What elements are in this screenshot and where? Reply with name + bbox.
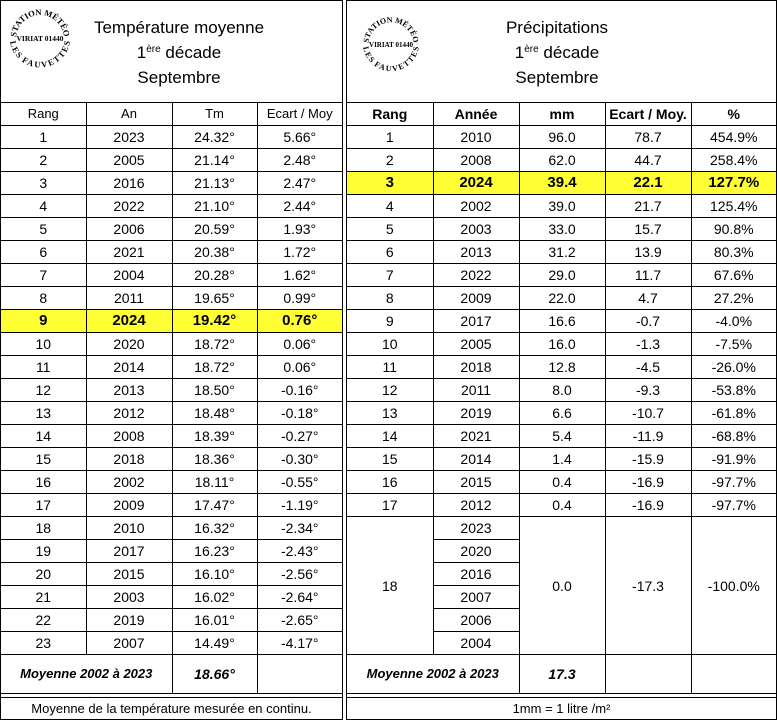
- svg-text:LES FAUVETTES: LES FAUVETTES: [361, 45, 421, 73]
- deviation-cell: -10.7: [605, 402, 691, 425]
- mm-cell: 22.0: [519, 287, 605, 310]
- deviation-cell: 2.48°: [257, 149, 342, 172]
- deviation-cell: -9.3: [605, 379, 691, 402]
- rank-cell: 3: [1, 172, 86, 195]
- rank-cell: 2: [1, 149, 86, 172]
- station-stamp-logo: [8, 5, 72, 69]
- mm-cell: 6.6: [519, 402, 605, 425]
- deviation-cell: -4.5: [605, 356, 691, 379]
- temperature-cell: 20.38°: [172, 241, 257, 264]
- deviation-cell: -0.18°: [257, 402, 342, 425]
- percent-cell: -61.8%: [691, 402, 776, 425]
- empty-cell: [257, 655, 342, 694]
- rank-cell: 17: [1, 494, 86, 517]
- year-cell: 2009: [86, 494, 172, 517]
- rank-cell: 4: [347, 195, 433, 218]
- deviation-cell: -0.7: [605, 310, 691, 333]
- rank-cell: 13: [1, 402, 86, 425]
- rank-cell: 4: [1, 195, 86, 218]
- temperature-panel: [0, 0, 343, 720]
- precipitation-title: Précipitations 1ère décade Septembre: [505, 18, 609, 87]
- svg-text:VIRIAT 01440: VIRIAT 01440: [369, 40, 413, 49]
- rank-header: Rang: [1, 102, 86, 126]
- rank-cell: 3: [347, 172, 433, 195]
- percent-cell: 454.9%: [691, 126, 776, 149]
- mm-cell: 0.4: [519, 494, 605, 517]
- table-row: [1, 448, 342, 471]
- year-header: An: [86, 102, 172, 126]
- precipitation-footer-note: 1mm = 1 litre /m²: [347, 697, 776, 719]
- deviation-cell: -0.55°: [257, 471, 342, 494]
- year-cell: 2022: [433, 264, 519, 287]
- year-cell: 2011: [86, 287, 172, 310]
- year-cell: 2014: [86, 356, 172, 379]
- year-cell: 2006: [433, 609, 519, 632]
- year-cell: 2010: [86, 517, 172, 540]
- temperature-cell: 18.39°: [172, 425, 257, 448]
- rank-cell: 11: [347, 356, 433, 379]
- year-cell: 2005: [433, 333, 519, 356]
- mm-cell: 8.0: [519, 379, 605, 402]
- deviation-cell: -1.3: [605, 333, 691, 356]
- table-row: [347, 448, 776, 471]
- percent-cell: 125.4%: [691, 195, 776, 218]
- table-row: [1, 333, 342, 356]
- temperature-cell: 18.36°: [172, 448, 257, 471]
- year-cell: 2014: [433, 448, 519, 471]
- mm-cell: 29.0: [519, 264, 605, 287]
- rank-cell: 14: [347, 425, 433, 448]
- deviation-cell: -0.16°: [257, 379, 342, 402]
- mm-cell: 39.0: [519, 195, 605, 218]
- year-cell: 2022: [86, 195, 172, 218]
- temperature-cell: 21.10°: [172, 195, 257, 218]
- deviation-cell: 1.72°: [257, 241, 342, 264]
- deviation-cell: -0.30°: [257, 448, 342, 471]
- year-cell: 2002: [86, 471, 172, 494]
- percent-cell: -53.8%: [691, 379, 776, 402]
- deviation-cell: 0.99°: [257, 287, 342, 310]
- temperature-title: Température moyenne 1ère décade Septembre: [93, 18, 265, 87]
- year-cell: 2015: [86, 563, 172, 586]
- temperature-cell: 19.42°: [172, 310, 257, 333]
- temperature-cell: 24.32°: [172, 126, 257, 149]
- table-row: [347, 287, 776, 310]
- table-row: [347, 379, 776, 402]
- percent-cell: 90.8%: [691, 218, 776, 241]
- temperature-header: [1, 1, 342, 103]
- table-row: [347, 218, 776, 241]
- temperature-header-cell: Tm: [172, 102, 257, 126]
- table-row: [1, 609, 342, 632]
- empty-cell: [691, 655, 776, 694]
- percent-cell: -91.9%: [691, 448, 776, 471]
- deviation-cell: -2.43°: [257, 540, 342, 563]
- mm-cell: 0.0: [519, 517, 605, 655]
- table-row: [1, 218, 342, 241]
- mm-cell: 5.4: [519, 425, 605, 448]
- temperature-cell: 18.11°: [172, 471, 257, 494]
- year-cell: 2020: [433, 540, 519, 563]
- table-row: [1, 632, 342, 655]
- rank-cell: 22: [1, 609, 86, 632]
- table-row: [1, 264, 342, 287]
- year-cell: 2017: [86, 540, 172, 563]
- temperature-cell: 21.14°: [172, 149, 257, 172]
- deviation-cell: -16.9: [605, 494, 691, 517]
- rank-cell: 8: [1, 287, 86, 310]
- mm-cell: 12.8: [519, 356, 605, 379]
- mm-cell: 31.2: [519, 241, 605, 264]
- mm-cell: 16.6: [519, 310, 605, 333]
- table-row: [1, 517, 342, 540]
- rank-cell: 20: [1, 563, 86, 586]
- table-row: [1, 563, 342, 586]
- svg-text:STATION MÉTÉO: STATION MÉTÉO: [8, 6, 72, 38]
- temperature-cell: 16.01°: [172, 609, 257, 632]
- rank-cell: 7: [1, 264, 86, 287]
- temperature-cell: 20.28°: [172, 264, 257, 287]
- temperature-cell: 18.72°: [172, 356, 257, 379]
- deviation-cell: 44.7: [605, 149, 691, 172]
- deviation-cell: 13.9: [605, 241, 691, 264]
- rank-cell: 13: [347, 402, 433, 425]
- temperature-cell: 21.13°: [172, 172, 257, 195]
- deviation-cell: 2.44°: [257, 195, 342, 218]
- table-row: [1, 310, 342, 333]
- table-row: [347, 241, 776, 264]
- mean-row: [1, 655, 342, 694]
- temperature-cell: 14.49°: [172, 632, 257, 655]
- rank-cell: 16: [1, 471, 86, 494]
- temperature-cell: 18.48°: [172, 402, 257, 425]
- deviation-cell: 22.1: [605, 172, 691, 195]
- rank-cell: 18: [347, 517, 433, 655]
- temperature-cell: 16.23°: [172, 540, 257, 563]
- mm-cell: 39.4: [519, 172, 605, 195]
- year-cell: 2003: [86, 586, 172, 609]
- percent-cell: -26.0%: [691, 356, 776, 379]
- deviation-cell: 2.47°: [257, 172, 342, 195]
- year-cell: 2016: [433, 563, 519, 586]
- percent-cell: -4.0%: [691, 310, 776, 333]
- station-stamp-logo: [361, 13, 421, 73]
- percent-cell: 27.2%: [691, 287, 776, 310]
- deviation-cell: -2.64°: [257, 586, 342, 609]
- year-cell: 2012: [86, 402, 172, 425]
- table-row: [1, 494, 342, 517]
- temperature-cell: 18.72°: [172, 333, 257, 356]
- year-cell: 2024: [86, 310, 172, 333]
- year-cell: 2019: [86, 609, 172, 632]
- rank-cell: 15: [1, 448, 86, 471]
- svg-text:VIRIAT 01440: VIRIAT 01440: [16, 34, 64, 43]
- year-cell: 2008: [433, 149, 519, 172]
- percent-cell: 67.6%: [691, 264, 776, 287]
- table-row: [1, 425, 342, 448]
- year-cell: 2002: [433, 195, 519, 218]
- temperature-cell: 16.32°: [172, 517, 257, 540]
- table-row: [1, 402, 342, 425]
- year-cell: 2016: [86, 172, 172, 195]
- year-cell: 2007: [86, 632, 172, 655]
- rank-cell: 12: [347, 379, 433, 402]
- table-row: [1, 241, 342, 264]
- mm-cell: 96.0: [519, 126, 605, 149]
- table-row: [347, 126, 776, 149]
- table-row: [347, 333, 776, 356]
- table-header-row: [1, 102, 342, 126]
- table-row: [347, 471, 776, 494]
- deviation-cell: 11.7: [605, 264, 691, 287]
- table-row: [347, 494, 776, 517]
- year-cell: 2013: [433, 241, 519, 264]
- mean-label: Moyenne 2002 à 2023: [347, 655, 519, 694]
- rank-cell: 17: [347, 494, 433, 517]
- mm-cell: 0.4: [519, 471, 605, 494]
- table-row: [1, 149, 342, 172]
- percent-cell: -97.7%: [691, 494, 776, 517]
- rank-cell: 1: [347, 126, 433, 149]
- rank-cell: 10: [347, 333, 433, 356]
- mean-row: [347, 655, 776, 694]
- deviation-cell: -4.17°: [257, 632, 342, 655]
- deviation-cell: 1.62°: [257, 264, 342, 287]
- mean-label: Moyenne 2002 à 2023: [1, 655, 172, 694]
- table-row: [347, 402, 776, 425]
- table-row: [347, 264, 776, 287]
- year-cell: 2018: [433, 356, 519, 379]
- rank-cell: 14: [1, 425, 86, 448]
- table-row: [1, 586, 342, 609]
- temperature-table: [1, 102, 342, 694]
- rank-cell: 5: [1, 218, 86, 241]
- year-cell: 2019: [433, 402, 519, 425]
- year-cell: 2023: [86, 126, 172, 149]
- rank-cell: 8: [347, 287, 433, 310]
- deviation-cell: -2.65°: [257, 609, 342, 632]
- year-cell: 2011: [433, 379, 519, 402]
- year-header: Année: [433, 102, 519, 126]
- temperature-cell: 18.50°: [172, 379, 257, 402]
- mm-header: mm: [519, 102, 605, 126]
- percent-cell: -100.0%: [691, 517, 776, 655]
- year-cell: 2020: [86, 333, 172, 356]
- year-cell: 2010: [433, 126, 519, 149]
- year-cell: 2004: [433, 632, 519, 655]
- deviation-cell: -15.9: [605, 448, 691, 471]
- rank-cell: 18: [1, 517, 86, 540]
- percent-cell: -7.5%: [691, 333, 776, 356]
- year-cell: 2005: [86, 149, 172, 172]
- year-cell: 2023: [433, 517, 519, 540]
- table-row: [1, 195, 342, 218]
- deviation-header: Ecart / Moy.: [605, 102, 691, 126]
- rank-cell: 19: [1, 540, 86, 563]
- table-row: [347, 149, 776, 172]
- table-row: [1, 471, 342, 494]
- rank-cell: 9: [347, 310, 433, 333]
- percent-header: %: [691, 102, 776, 126]
- rank-cell: 2: [347, 149, 433, 172]
- deviation-cell: 78.7: [605, 126, 691, 149]
- table-row: [347, 195, 776, 218]
- year-cell: 2008: [86, 425, 172, 448]
- mm-cell: 16.0: [519, 333, 605, 356]
- deviation-cell: 0.76°: [257, 310, 342, 333]
- percent-cell: 258.4%: [691, 149, 776, 172]
- rank-cell: 6: [347, 241, 433, 264]
- percent-cell: -68.8%: [691, 425, 776, 448]
- table-row: [1, 356, 342, 379]
- deviation-cell: -0.27°: [257, 425, 342, 448]
- rank-cell: 1: [1, 126, 86, 149]
- rank-cell: 16: [347, 471, 433, 494]
- temperature-cell: 17.47°: [172, 494, 257, 517]
- temperature-cell: 20.59°: [172, 218, 257, 241]
- deviation-cell: -2.34°: [257, 517, 342, 540]
- rank-cell: 6: [1, 241, 86, 264]
- deviation-header: Ecart / Moy: [257, 102, 342, 126]
- deviation-cell: 15.7: [605, 218, 691, 241]
- rank-cell: 23: [1, 632, 86, 655]
- rank-cell: 9: [1, 310, 86, 333]
- table-row: [1, 540, 342, 563]
- rank-cell: 21: [1, 586, 86, 609]
- mm-cell: 33.0: [519, 218, 605, 241]
- deviation-cell: 21.7: [605, 195, 691, 218]
- temperature-footer-note: Moyenne de la température mesurée en continu.: [1, 697, 342, 719]
- year-cell: 2015: [433, 471, 519, 494]
- tied-row: [347, 517, 776, 540]
- temperature-cell: 19.65°: [172, 287, 257, 310]
- rank-header: Rang: [347, 102, 433, 126]
- deviation-cell: -1.19°: [257, 494, 342, 517]
- year-cell: 2007: [433, 586, 519, 609]
- deviation-cell: 0.06°: [257, 356, 342, 379]
- deviation-cell: 1.93°: [257, 218, 342, 241]
- rank-cell: 15: [347, 448, 433, 471]
- table-row: [347, 172, 776, 195]
- table-header-row: [347, 102, 776, 126]
- deviation-cell: 5.66°: [257, 126, 342, 149]
- mm-cell: 1.4: [519, 448, 605, 471]
- table-row: [1, 379, 342, 402]
- mm-cell: 62.0: [519, 149, 605, 172]
- year-cell: 2021: [433, 425, 519, 448]
- deviation-cell: 0.06°: [257, 333, 342, 356]
- rank-cell: 12: [1, 379, 86, 402]
- rank-cell: 7: [347, 264, 433, 287]
- svg-text:LES FAUVETTES: LES FAUVETTES: [8, 39, 72, 69]
- svg-text:STATION MÉTÉO: STATION MÉTÉO: [361, 15, 421, 44]
- mean-value: 18.66°: [172, 655, 257, 694]
- year-cell: 2003: [433, 218, 519, 241]
- mean-value: 17.3: [519, 655, 605, 694]
- year-cell: 2017: [433, 310, 519, 333]
- year-cell: 2004: [86, 264, 172, 287]
- deviation-cell: -17.3: [605, 517, 691, 655]
- empty-cell: [605, 655, 691, 694]
- year-cell: 2021: [86, 241, 172, 264]
- table-row: [1, 287, 342, 310]
- rank-cell: 10: [1, 333, 86, 356]
- year-cell: 2009: [433, 287, 519, 310]
- precipitation-header: [347, 1, 776, 103]
- precipitation-panel: [346, 0, 777, 720]
- rank-cell: 5: [347, 218, 433, 241]
- percent-cell: 80.3%: [691, 241, 776, 264]
- year-cell: 2013: [86, 379, 172, 402]
- year-cell: 2006: [86, 218, 172, 241]
- table-row: [347, 425, 776, 448]
- rank-cell: 11: [1, 356, 86, 379]
- table-row: [347, 356, 776, 379]
- year-cell: 2024: [433, 172, 519, 195]
- percent-cell: -97.7%: [691, 471, 776, 494]
- deviation-cell: -11.9: [605, 425, 691, 448]
- table-row: [1, 172, 342, 195]
- precipitation-table: [347, 102, 776, 694]
- temperature-cell: 16.10°: [172, 563, 257, 586]
- year-cell: 2018: [86, 448, 172, 471]
- year-cell: 2012: [433, 494, 519, 517]
- table-row: [347, 310, 776, 333]
- deviation-cell: -16.9: [605, 471, 691, 494]
- temperature-cell: 16.02°: [172, 586, 257, 609]
- deviation-cell: 4.7: [605, 287, 691, 310]
- table-row: [1, 126, 342, 149]
- deviation-cell: -2.56°: [257, 563, 342, 586]
- percent-cell: 127.7%: [691, 172, 776, 195]
